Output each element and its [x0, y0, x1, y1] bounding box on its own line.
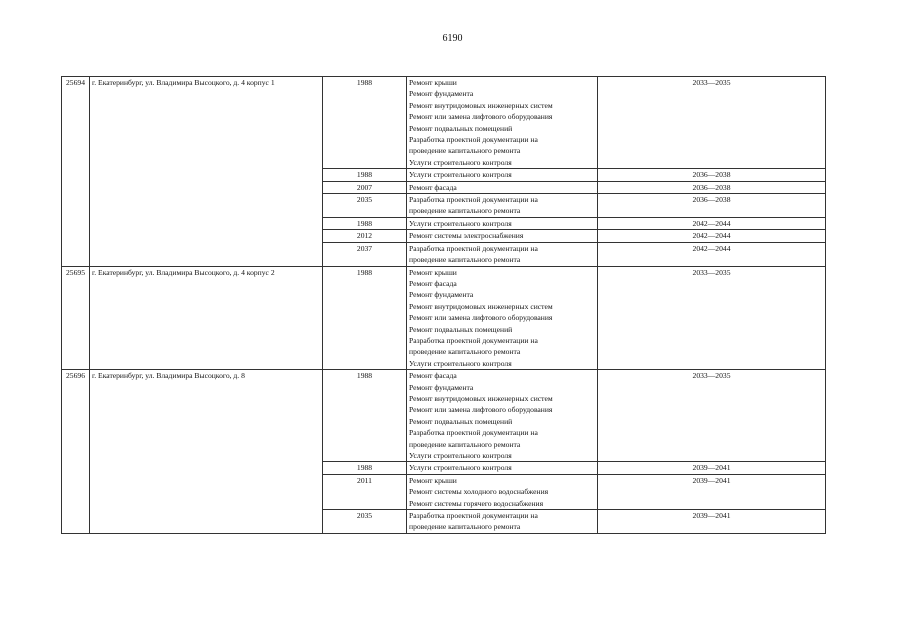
- work-item: Разработка проектной документации на: [409, 335, 538, 345]
- work-list: [407, 266, 598, 370]
- house-id: 25694: [62, 77, 90, 267]
- work-item: Ремонт фундамента: [409, 382, 474, 392]
- repair-period: 2042—2044: [598, 230, 826, 242]
- work-item: Ремонт фасада: [409, 182, 457, 192]
- work-item: Услуги строительного контроля: [409, 170, 512, 180]
- repair-period: 2036—2038: [598, 194, 826, 218]
- work-item: проведение капитального ремонта: [409, 439, 521, 449]
- work-item: Ремонт фасада: [409, 371, 457, 381]
- work-item: Ремонт внутридомовых инженерных систем: [409, 393, 553, 403]
- repair-period: 2042—2044: [598, 217, 826, 229]
- work-list: [407, 169, 598, 181]
- house-address: г. Екатеринбург, ул. Владимира Высоцкого, д. 8: [90, 370, 323, 534]
- work-item: Ремонт внутридомовых инженерных систем: [409, 301, 553, 311]
- work-item: проведение капитального ремонта: [409, 146, 521, 156]
- work-item: Ремонт крыши: [409, 267, 457, 277]
- work-item: Ремонт или замена лифтового оборудования: [409, 112, 553, 122]
- repair-period: 2039—2041: [598, 510, 826, 534]
- repair-period: 2039—2041: [598, 462, 826, 474]
- work-list: [407, 194, 598, 218]
- work-item: Услуги строительного контроля: [409, 218, 512, 228]
- table-row: [62, 266, 826, 370]
- work-item: Разработка проектной документации на: [409, 135, 538, 145]
- house-id: 25695: [62, 266, 90, 370]
- commission-year: 1988: [323, 462, 407, 474]
- work-item: Ремонт подвальных помещений: [409, 416, 513, 426]
- repair-period: 2042—2044: [598, 242, 826, 266]
- repair-schedule-table: [61, 76, 826, 534]
- work-item: Услуги строительного контроля: [409, 157, 512, 167]
- repair-period: 2036—2038: [598, 169, 826, 181]
- commission-year: 1988: [323, 217, 407, 229]
- work-item: Ремонт фундамента: [409, 290, 474, 300]
- commission-year: 2011: [323, 474, 407, 509]
- work-item: Разработка проектной документации на: [409, 243, 538, 253]
- work-item: Ремонт внутридомовых инженерных систем: [409, 100, 553, 110]
- work-item: Ремонт системы холодного водоснабжения: [409, 487, 549, 497]
- table-body: [62, 77, 826, 534]
- house-address: г. Екатеринбург, ул. Владимира Высоцкого, д. 4 корпус 2: [90, 266, 323, 370]
- table-row: [62, 370, 826, 462]
- work-item: проведение капитального ремонта: [409, 255, 521, 265]
- commission-year: 1988: [323, 370, 407, 462]
- house-address: г. Екатеринбург, ул. Владимира Высоцкого, д. 4 корпус 1: [90, 77, 323, 267]
- work-item: Ремонт крыши: [409, 475, 457, 485]
- commission-year: 2037: [323, 242, 407, 266]
- work-item: Услуги строительного контроля: [409, 451, 512, 460]
- work-item: Ремонт фундамента: [409, 89, 474, 99]
- commission-year: 2035: [323, 194, 407, 218]
- work-item: Ремонт подвальных помещений: [409, 324, 513, 334]
- commission-year: 1988: [323, 169, 407, 181]
- work-item: Ремонт подвальных помещений: [409, 123, 513, 133]
- house-id: 25696: [62, 370, 90, 534]
- work-item: Ремонт или замена лифтового оборудования: [409, 405, 553, 415]
- work-item: Ремонт или замена лифтового оборудования: [409, 313, 553, 323]
- commission-year: 2035: [323, 510, 407, 534]
- repair-period: 2033—2035: [598, 370, 826, 462]
- work-list: [407, 217, 598, 229]
- work-list: [407, 510, 598, 534]
- work-list: [407, 77, 598, 169]
- repair-period: 2033—2035: [598, 266, 826, 370]
- work-list: [407, 462, 598, 474]
- commission-year: 1988: [323, 77, 407, 169]
- commission-year: 2007: [323, 181, 407, 193]
- work-list: [407, 474, 598, 509]
- work-list: [407, 370, 598, 462]
- table-row: [62, 77, 826, 169]
- work-item: проведение капитального ремонта: [409, 206, 521, 216]
- commission-year: 1988: [323, 266, 407, 370]
- commission-year: 2012: [323, 230, 407, 242]
- work-item: Ремонт системы горячего водоснабжения: [409, 498, 544, 508]
- work-item: Ремонт системы электроснабжения: [409, 231, 524, 241]
- work-item: Ремонт крыши: [409, 78, 457, 87]
- work-item: проведение капитального ремонта: [409, 347, 521, 357]
- work-item: Разработка проектной документации на: [409, 511, 538, 521]
- work-item: Услуги строительного контроля: [409, 358, 512, 368]
- work-item: Разработка проектной документации на: [409, 428, 538, 438]
- work-item: Разработка проектной документации на: [409, 195, 538, 205]
- work-item: Ремонт фасада: [409, 278, 457, 288]
- page-number: 6190: [442, 33, 463, 44]
- repair-period: 2033—2035: [598, 77, 826, 169]
- repair-period: 2039—2041: [598, 474, 826, 509]
- work-list: [407, 242, 598, 266]
- work-item: Услуги строительного контроля: [409, 463, 512, 473]
- work-list: [407, 230, 598, 242]
- work-list: [407, 181, 598, 193]
- work-item: проведение капитального ремонта: [409, 522, 521, 532]
- repair-period: 2036—2038: [598, 181, 826, 193]
